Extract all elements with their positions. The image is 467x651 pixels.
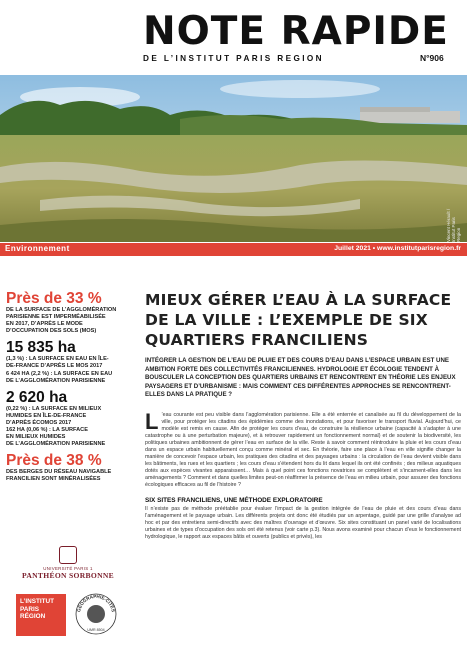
stat-text: DES BERGES DU RÉSEAU NAVIGABLE <box>6 469 112 476</box>
stat-figure: 2 620 ha <box>6 388 68 406</box>
stat-text: D’APRÈS ÉCOMOS 2017 <box>6 419 72 426</box>
stat-text: 6 424 HA (2,2 %) : LA SURFACE EN EAU <box>6 370 113 377</box>
university-name: PANTHÉON SORBONNE <box>21 571 115 580</box>
photo-credit: Vincent Hérault / Institut Paris Region <box>446 208 461 242</box>
stat-text: FRANCILIEN SONT MINÉRALISÉES <box>6 476 101 483</box>
geo-logo-code: UMR 8504 <box>87 628 105 632</box>
cover-photo <box>0 75 467 242</box>
masthead <box>0 0 467 74</box>
stat-block <box>6 389 134 449</box>
logo-line: L’INSTITUT <box>20 598 55 605</box>
section-paragraph: Il n’existe pas de méthode préétablie pour évaluer l’impact de la gestion intégrée de l’eau de pluie et des cours d’eau dans l’aménagement et le paysage urbain. Les différents projets ont donc été étudiés par un arpentage, guidé par une grille d’analyse ad hoc et par des entretiens semi-directifs avec des maîtres d’ouvrage et d’œuvre. Six sites constituant un panel varié de localisations urbaines et de types d’occupation des sols ont été retenus (voir carte p.3). Nous avons examiné pour chacun d’eux le fonctionnement hydrologique, le rapport aux espaces bâtis et ouverts (publics et privés), les <box>145 505 461 540</box>
stat-figure: 15 835 ha <box>6 339 76 357</box>
geographie-cites-logo <box>74 592 118 636</box>
partner-logos <box>0 540 140 651</box>
logo-line: RÉGION <box>20 613 46 620</box>
issue-number: N°906 <box>420 53 444 63</box>
stat-block <box>6 452 134 483</box>
crest-icon <box>59 546 77 564</box>
key-figures-sidebar <box>6 290 134 488</box>
stat-text: (0,22 %) : LA SURFACE EN MILIEUX <box>6 405 102 412</box>
geo-logo-text: GÉOGRAPHIE-CITÉS <box>76 593 116 613</box>
stat-text: DE-FRANCE D’APRÈS LE MOS 2017 <box>6 363 103 370</box>
category-label: Environnement <box>5 244 70 253</box>
drop-cap: L <box>145 408 159 434</box>
article-body <box>145 408 461 490</box>
article-lead: INTÉGRER LA GESTION DE L’EAU DE PLUIE ET DES COURS D’EAU DANS L’ESPACE URBAIN EST UNE AMBITION FORTE DES COLLECTIVITÉS FRANCILIENNES. HYDROLOGIE ET ÉCOLOGIE TENDENT À BOUSCULER LA CONCEPTION DES QUARTIERS URBAINS ET RENCONTRENT EN THÉORIE LES ENJEUX PAYSAGERS ET D’URBANISME : MAIS COMMENT CES DIFFÉRENTES APPROCHES SE RENCONTRENT-ELLES DANS LA PRATIQUE ? <box>145 357 456 398</box>
section-heading: SIX SITES FRANCILIENS, UNE MÉTHODE EXPLORATOIRE <box>145 496 323 504</box>
stat-text: HUMIDES EN ÎLE-DE-FRANCE <box>6 412 87 419</box>
stat-text: (1,3 %) : LA SURFACE EN EAU EN ÎLE- <box>6 356 109 363</box>
stat-text: EN MILIEUX HUMIDES <box>6 434 66 441</box>
institut-paris-region-logo <box>16 594 66 636</box>
article <box>145 290 461 541</box>
stat-figure: Près de 33 % <box>6 290 102 307</box>
stat-block <box>6 290 134 335</box>
date-and-website: Juillet 2021 • www.institutparisregion.fr <box>334 244 461 252</box>
category-band <box>0 243 467 256</box>
publication-subtitle: DE L’INSTITUT PARIS REGION <box>143 54 324 63</box>
article-headline: MIEUX GÉRER L’EAU À LA SURFACE DE LA VILLE : L’EXEMPLE DE SIX QUARTIERS FRANCILIENS <box>145 291 452 349</box>
landscape-image <box>0 75 467 242</box>
stat-figure: Près de 38 % <box>6 452 102 470</box>
stat-text: DE L’AGGLOMÉRATION PARISIENNE <box>6 377 106 384</box>
publication-title: NOTE RAPIDE <box>143 9 449 54</box>
body-paragraph: ’eau courante est peu visible dans l’agglomération parisienne. Elle a été enterrée et canalisée au fil du développement de la ville, pour protéger les citadins des épidémies comme des inondations, et pour favoriser le transport fluvial. Aujourd’hui, ce modèle est remis en cause. Afin de protéger les cours d’eau, de construire la résilience urbaine (capacité à s’adapter à une catastrophe ou à une perturbation majeure), et à retrouver rapidement un fonctionnement normal) et de soutenir la biodiversité, les politiques urbaines ambitionnent de gérer l’eau en surface de la ville. Reste à savoir comment réintroduire la pluie et les cours d’eau dans un espace urbain habituellement conçu comme minéral et sec. En théorie, faire une place à l’eau en ville signifie changer la manière de concevoir l’espace urbain, les pratiques des citadins et des paysages urbains : la circulation de l’eau devient visible dans les bâtiments, les rues et les quartiers ; les cours d’eau s’étendent hors du lit dans lequel ils ont été confinés ; des milieux aquatiques dotés aux espèces vivantes apparaissent… Mais à quel point ces fonctions novatrices se complètent et s’incarnent-elles dans les aménagements ? Comment et dans quelles limites peut-on réaffirmer la présence de l’eau en milieu urbain, pour assurer des fonctions écologiques efficaces au fil de l’histoire ? <box>145 411 461 489</box>
stat-text: D’OCCUPATION DES SOLS (MOS) <box>6 328 97 335</box>
stat-text: PARISIENNE EST IMPERMÉABILISÉE <box>6 314 106 321</box>
stat-text: DE L’AGGLOMÉRATION PARISIENNE <box>6 441 106 448</box>
stat-block <box>6 339 134 384</box>
pantheon-sorbonne-logo <box>18 546 118 580</box>
stat-text: 162 HA (0,06 %) : LA SURFACE <box>6 427 88 434</box>
stat-text: DE LA SURFACE DE L’AGGLOMÉRATION <box>6 307 117 313</box>
logo-line: PARIS <box>20 605 40 613</box>
university-label: UNIVERSITÉ PARIS 1 <box>43 566 93 571</box>
stat-text: EN 2017, D’APRÈS LE MODE <box>6 321 83 328</box>
